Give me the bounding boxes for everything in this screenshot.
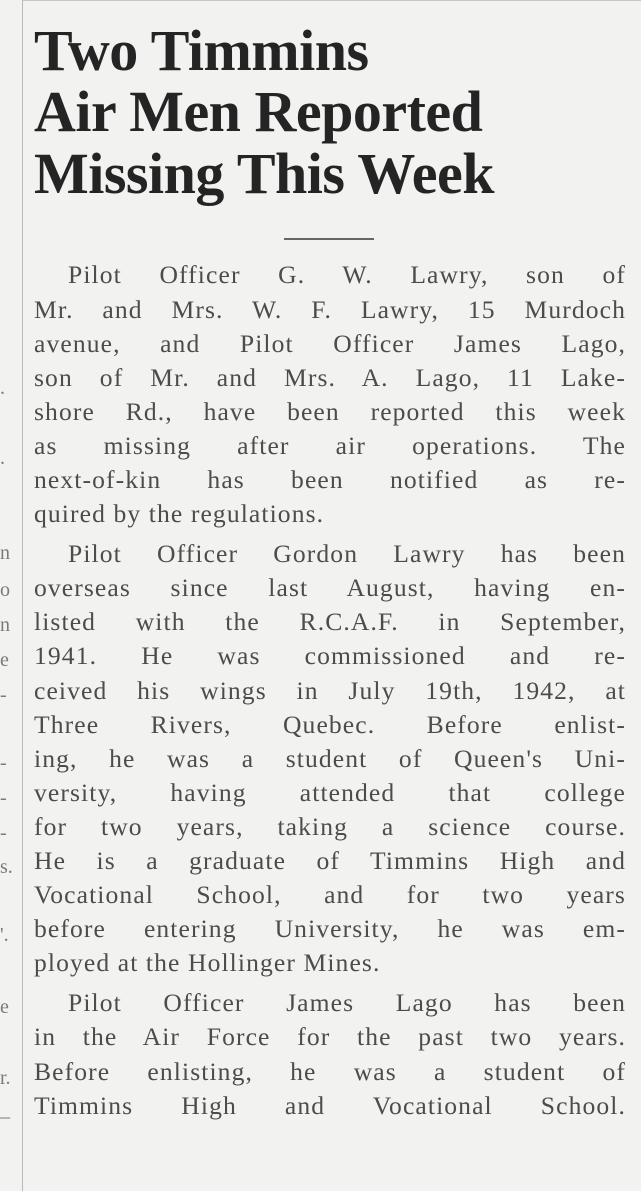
edge-glyph: e	[0, 996, 9, 1018]
body-line: ing, he was a student of Queen's Uni-	[34, 743, 626, 773]
body-line: next-of-kin has been notified as re-	[34, 464, 626, 494]
body-line: Pilot Officer Gordon Lawry has been	[68, 539, 626, 569]
headline-line-2: Air Men Reported	[34, 79, 483, 145]
column-divider	[22, 0, 23, 1191]
edge-glyph: .	[0, 447, 5, 469]
edge-glyph: -	[0, 787, 7, 809]
headline-rule	[284, 238, 374, 240]
edge-glyph: n	[0, 614, 10, 636]
body-line: Pilot Officer James Lago has been	[68, 988, 626, 1018]
body-line: avenue, and Pilot Officer James Lago,	[34, 328, 626, 358]
headline	[34, 20, 626, 204]
edge-glyph: r.	[0, 1067, 11, 1089]
body-line: overseas since last August, having en-	[34, 573, 626, 603]
body-line: shore Rd., have been reported this week	[34, 396, 626, 426]
adjacent-column-fragment	[0, 360, 18, 1160]
edge-glyph: -	[0, 684, 7, 706]
body-line: in the Air Force for the past two years.	[34, 1022, 626, 1052]
edge-glyph: _	[0, 1099, 10, 1121]
body-line: before entering University, he was em-	[34, 914, 626, 944]
body-line: listed with the R.C.A.F. in September,	[34, 607, 626, 637]
body-line: quired by the regulations.	[34, 499, 325, 529]
body-line: for two years, taking a science course.	[34, 811, 626, 841]
body-line: Timmins High and Vocational School.	[34, 1090, 626, 1120]
article-body	[34, 258, 626, 1122]
headline-line-1: Two Timmins	[34, 18, 369, 83]
body-line: ployed at the Hollinger Mines.	[34, 948, 381, 978]
headline-line-3: Missing This Week	[34, 140, 494, 206]
body-line: He is a graduate of Timmins High and	[34, 846, 626, 875]
body-line: Pilot Officer G. W. Lawry, son of	[68, 260, 626, 290]
body-line: Vocational School, and for two years	[34, 880, 626, 910]
paragraph-2	[34, 537, 626, 980]
body-line: as missing after air operations. The	[34, 430, 626, 460]
paragraph-3	[34, 986, 626, 1122]
body-line: versity, having attended that college	[34, 777, 626, 807]
body-line: Mr. and Mrs. W. F. Lawry, 15 Murdoch	[34, 294, 626, 324]
body-line: ceived his wings in July 19th, 1942, at	[34, 675, 626, 705]
edge-glyph: '.	[0, 924, 9, 946]
news-article	[34, 20, 626, 1123]
body-line: Before enlisting, he was a student of	[34, 1056, 626, 1086]
edge-glyph: .	[0, 377, 5, 399]
body-line: son of Mr. and Mrs. A. Lago, 11 Lake-	[34, 362, 626, 392]
edge-glyph: o	[0, 579, 10, 601]
edge-glyph: e	[0, 649, 9, 671]
edge-glyph: -	[0, 822, 7, 844]
paragraph-1	[34, 258, 626, 531]
edge-glyph: s.	[0, 856, 13, 878]
body-line: Three Rivers, Quebec. Before enlist-	[34, 709, 626, 739]
top-border	[22, 0, 641, 1]
edge-glyph: n	[0, 542, 10, 564]
body-line: 1941. He was commissioned and re-	[34, 641, 626, 671]
edge-glyph: -	[0, 752, 7, 774]
